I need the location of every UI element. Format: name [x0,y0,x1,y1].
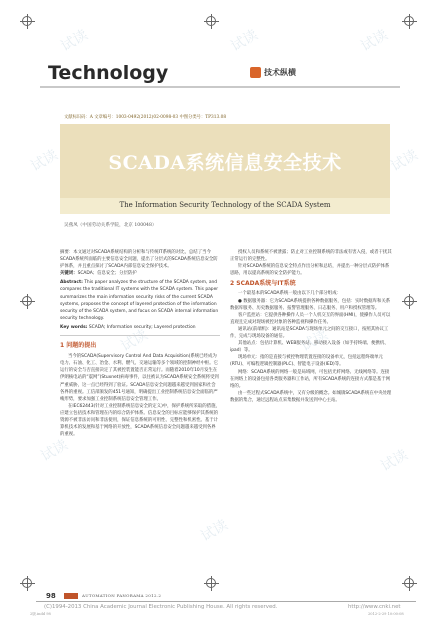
header-divider [40,86,400,88]
article-title-cn: SCADA系统信息安全技术 [108,152,342,174]
footer-divider [36,601,416,602]
watermark: 试读 [198,516,231,545]
right-paragraph: 通讯站(前端机)：通讯站是SCADA与现场单元之间的交互接口，按照其协议工作，完成与现场设备的通信。 [230,326,389,340]
watermark: 试读 [38,436,71,465]
right-paragraph: 网络：SCADA系统的网络一般是局域网，可包括光纤网络、无线网络等。连接在网络上的设备包括各类服务器和工作站，所有SCADA系统的连接方式都是基于网络的。 [230,369,391,389]
title-band [60,124,390,198]
keywords-cn [60,270,220,277]
registration-mark [404,296,414,306]
watermark: 试读 [118,326,151,355]
copyright-notice: (C)1994-2013 China Academic Journal Electronic Publishing House. All rights reserved. [44,604,278,610]
magazine-logo-icon [64,593,78,599]
abstract-cn: 摘要：本文通过对SCADA系统结构的分析和与传统IT系统的对比，总结了当今SCADA系统所面临的主要信息安全问题，提出了分层式的SCADA系统信息安全防护体系，并且重点探讨了SCADA内部信息安全保护技术。 [60,250,218,270]
abstract-en-label: Abstract: [60,280,83,286]
article-author: 吴燕凤（中国劳动关系学院，北京 100048） [64,223,157,228]
section-square-icon [250,67,261,78]
watermark: 试读 [298,326,331,355]
watermark: 试读 [388,146,421,175]
registration-mark [22,578,32,588]
keywords-cn-label: 关键词： [60,271,78,277]
watermark: 试读 [58,26,91,55]
watermark: 试读 [358,26,391,55]
watermark: 试读 [28,146,61,175]
article-meta-line: 文献标识码：A 文章编号：1003-0492(2012)02-0098-03 中图分类号：TP313.08 [64,115,227,120]
keywords-cn-value: SCADA；信息安全；分层防护 [77,271,137,277]
left-column [60,249,220,438]
abstract-en [60,279,220,322]
right-paragraph: 一个最基本的SCADA系统一般由以下几个部分组成： [238,291,341,297]
abstract-divider [60,335,220,336]
registration-mark [22,16,32,26]
keywords-en-label: Key words: [60,324,88,330]
registration-mark [404,578,414,588]
section-subtitle: 技术纵横 [264,68,296,77]
section2-heading: 2 SCADA系统与IT系统 [230,280,296,288]
section1-paragraph: 当今的SCADA(Supervisory Control And Data Acquisition)系统已经成为电力、石油、化工、冶金、水利、燃气、交通运输等多个领域的控制神经中枢。它运行的安全与否直接决定了其被控装置能否正常运行。而随着2010年10月发生在伊朗核电站的“震网”(Stuxnet)病毒事件，以往被认为SCADA系统安全系统将受到严重威胁，这一点已经得到了验证。SCADA信息安全问题越来越受到国家和社会各界的重视。工信部颁发的451号通知，明确提出工业控制系统信息安全面临的严峻形势，要求加强工业控制系统信息安全管理工作。 [60,354,219,402]
article-title-en: The Information Security Technology of the SCADA System [119,201,331,209]
page-number: 98 [46,592,56,600]
print-info-right: 2012-2-29 10:00:08 [368,612,404,616]
registration-mark [206,16,216,26]
section1-paragraph: 在IEC62443(针对工业控制系统信息安全的定义)中，保护系统所采取的措施，应建立包括技术和管理在内的综合防护体系。信息安全的目标应能够保护其系统的资源不被非法访问和非法使用，保证信息系统的可用性、完整性和机密性。基于计算机技术的发展和基于网络的开放性，SCADA系统信息安全问题越来越受到各界的重视。 [60,403,220,438]
registration-mark [22,296,32,306]
registration-mark [206,578,216,588]
section-header [40,62,370,84]
keywords-en [60,324,220,331]
abstract-en-text: This paper analyzes the structure of the SCADA system, and compares the traditional IT systems with the SCADA system. This paper summarizes the main information security risks of the current SCADA systems, proposes the concept of layered protection of the information security of the SCADA system, and focus on SCADA internal information security technology. [60,280,219,321]
title-en-band [60,198,390,214]
watermark: 试读 [378,446,411,475]
right-column [230,249,392,404]
print-info-left: 2版.indd 98 [30,612,51,616]
registration-mark [404,16,414,26]
magazine-name: AUTOMATION PANORAMA 2012.2 [82,593,162,598]
right-paragraph: 其他站点：包括计算机、WEB服务站、移动接入设备（如手持终端、便携机、ipad）等。 [230,341,389,354]
copyright-url-link[interactable]: http://www.cnki.net [348,604,401,610]
right-paragraph: 针对SCADA系统的信息安全特点作出分析和总结，并提出一种分层式防护体系思路，用以提高系统的安全防护能力。 [230,264,390,277]
section1-heading: 1 问题的提出 [60,342,97,350]
right-paragraph: ● 数据服务器：它为SCADA系统提供各种数据服务，包括：实时数据库和关系数据库服务、历史数据服务、报警管理服务、日志服务、用户和授权管理等。 [230,298,391,311]
right-paragraph: 由一些过程式SCADA系统中，又有分级的概念。如城镇SCADA系统在中央处理数据的集合，通过远程站点采集数据并发送到中心主站。 [230,390,392,403]
watermark: 试读 [228,26,261,55]
right-paragraph: 授权人员和系统不被泄露；防止对工业控制系统的非法或有害入侵，或者干扰其正常运行的完整性。 [230,250,392,263]
keywords-en-value: SCADA; Information security; Layered protection [87,324,196,330]
right-paragraph: 客户监控站：它提供各种操作人员一个人机交互的界面(HMI)，使操作人员可以直观且完成对现场被控对象的各种监视和操作任务。 [230,312,391,325]
right-paragraph: 现场单元：指的是直接与被控物理装置连接的设备单元，包括远程终端单元(RTU)、可编程逻辑控制器(PLC)、智能电子设备(IED)等。 [230,355,383,368]
section-title: Technology [48,62,169,84]
